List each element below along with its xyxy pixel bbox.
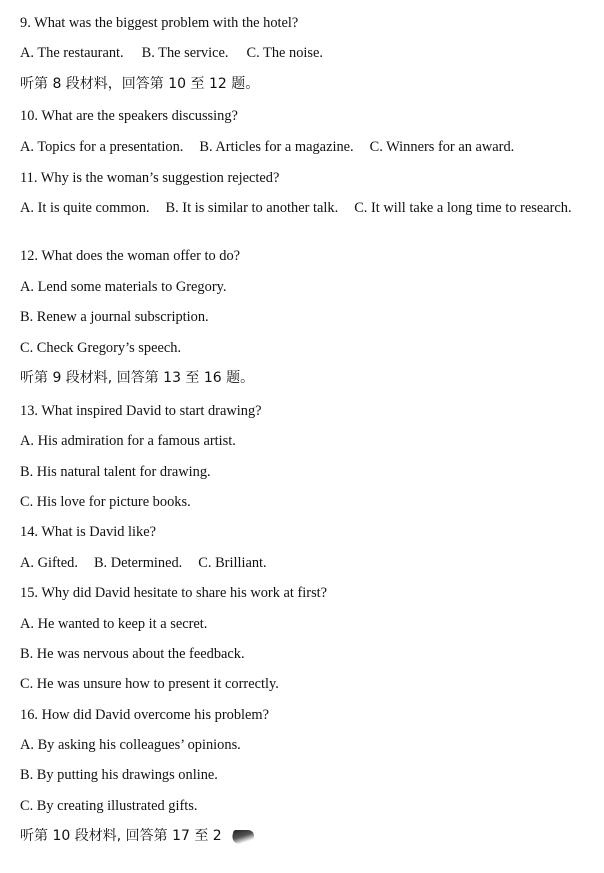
question-15-option-a: A. He wanted to keep it a secret.: [20, 616, 208, 632]
option-c: C. The noise.: [246, 45, 323, 61]
question-16: 16. How did David overcome his problem?: [20, 707, 269, 723]
option-b: B. It is similar to another talk.: [165, 200, 339, 216]
option-a: A. Topics for a presentation.: [20, 139, 184, 155]
question-13-option-c: C. His love for picture books.: [20, 494, 191, 510]
question-15: 15. Why did David hesitate to share his work at first?: [20, 585, 328, 601]
question-16-option-a: A. By asking his colleagues’ opinions.: [20, 737, 241, 753]
question-9-options: [20, 45, 592, 62]
option-a: A. Gifted.: [20, 555, 78, 571]
option-b: B. Articles for a magazine.: [199, 139, 354, 155]
question-13: 13. What inspired David to start drawing?: [20, 403, 262, 419]
question-16-option-c: C. By creating illustrated gifts.: [20, 798, 198, 814]
question-12-option-a: A. Lend some materials to Gregory.: [20, 279, 227, 295]
question-9: 9. What was the biggest problem with the hotel?: [20, 15, 299, 31]
question-12: 12. What does the woman offer to do?: [20, 248, 241, 264]
page-cutoff-mark: [230, 830, 256, 844]
question-10: 10. What are the speakers discussing?: [20, 108, 238, 124]
question-11-options: [20, 200, 592, 217]
option-c: C. It will take a long time to research.: [354, 200, 572, 216]
option-c: C. Winners for an award.: [369, 139, 515, 155]
question-16-option-b: B. By putting his drawings online.: [20, 767, 218, 783]
question-15-option-b: B. He was nervous about the feedback.: [20, 646, 245, 662]
question-14: 14. What is David like?: [20, 524, 157, 540]
question-12-option-c: C. Check Gregory’s speech.: [20, 340, 182, 356]
option-a: A. It is quite common.: [20, 200, 150, 216]
question-13-option-b: B. His natural talent for drawing.: [20, 464, 211, 480]
option-a: A. The restaurant.: [20, 45, 124, 61]
option-b: B. Determined.: [93, 555, 183, 571]
question-14-options: [20, 555, 592, 572]
question-10-options: [20, 139, 592, 156]
option-c: C. Brilliant.: [198, 555, 267, 571]
option-b: B. The service.: [141, 45, 229, 61]
section-heading-10: 听第 10 段材料, 回答第 17 至 2: [20, 828, 222, 844]
question-12-option-b: B. Renew a journal subscription.: [20, 309, 209, 325]
question-11: 11. Why is the woman’s suggestion rejected?: [20, 170, 280, 186]
question-15-option-c: C. He was unsure how to present it correctly.: [20, 676, 279, 692]
section-heading-9: 听第 9 段材料, 回答第 13 至 16 题。: [20, 370, 255, 386]
question-13-option-a: A. His admiration for a famous artist.: [20, 433, 236, 449]
section-heading-8: 听第 8 段材料，回答第 10 至 12 题。: [20, 76, 260, 92]
